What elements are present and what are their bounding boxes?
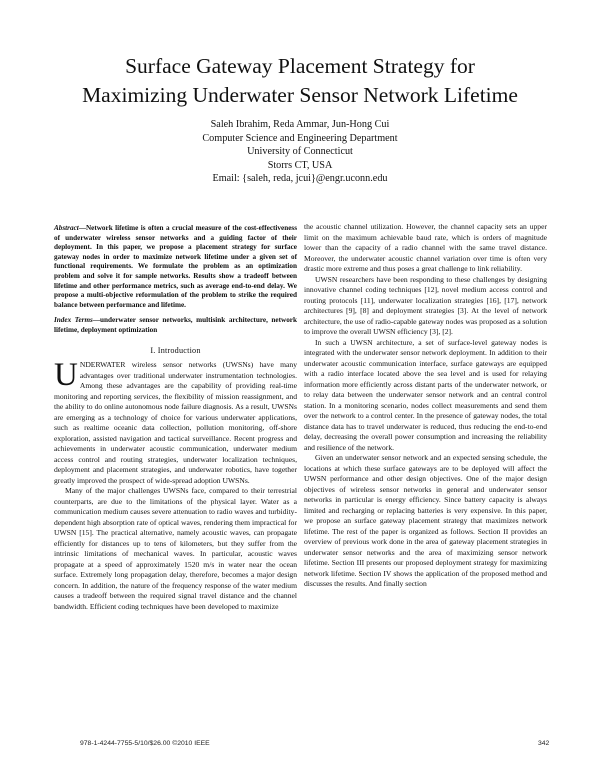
section-heading-introduction: I. Introduction <box>150 345 201 355</box>
footer-isbn: 978-1-4244-7755-5/10/$26.00 ©2010 IEEE <box>80 740 210 747</box>
intro-paragraph-1 <box>54 357 297 486</box>
title-line-2: Maximizing Underwater Sensor Network Lifetime <box>82 83 518 107</box>
right-column <box>304 222 547 590</box>
abstract-lead: Abstract <box>54 224 79 232</box>
intro-paragraph-3: UWSN researchers have been responding to these challenges by designing innovative channel coding techniques [12], novel medium access control and routing protocols [11], underwater localization strategies [16], [17], network architectures [9], [8] and deployment strategies [3]. At the level of network architecture, the use of radio-capable gateway nodes was proposed as a solution to improve the overall UWSN efficiency [3], [2]. <box>304 274 547 336</box>
author-university: University of Connecticut <box>247 146 353 157</box>
author-block <box>0 118 600 186</box>
title-line-1: Surface Gateway Placement Strategy for <box>125 54 475 78</box>
index-terms-lead: Index Terms <box>54 316 93 325</box>
drop-cap: U <box>54 357 78 394</box>
abstract <box>54 224 297 310</box>
author-email: Email: {saleh, reda, jcui}@engr.uconn.edu <box>212 173 388 184</box>
abstract-text: —Network lifetime is often a crucial measure of the cost-effectiveness of underwater wireless sensor networks and a guiding factor of their deployment. In this paper, we propose a placement strategy for surface gateway nodes in order to maximize network lifetime under a given set of functional requirements. We formulate the problem as an optimization problem and solve it for sample networks. Results show a tradeoff between lifetime and other performance metrics, such as average end-to-end delay. We propose a multi-objective reformulation of the problem to strike the required balance between performance and lifetime. <box>54 224 297 309</box>
intro-paragraph-2-continued: the acoustic channel utilization. However, the channel capacity sets an upper limit on the maximum achievable baud rate, which is orders of magnitude lower than the capacity of a radio channel with the same travel distance. Moreover, the underwater acoustic channel variation over time is often very drastic more extreme and thus poses a great challenge to link reliability. <box>304 222 547 273</box>
author-names: Saleh Ibrahim, Reda Ammar, Jun-Hong Cui <box>210 119 390 130</box>
intro-paragraph-4: In such a UWSN architecture, a set of surface-level gateway nodes is integrated with the underwater sensor network deployment. In addition to their underwater acoustic communication interface, surface gateways are equipped with a radio interface located above the sea level and is used for relaying information more efficiently across distant parts of the underwater network, or to relay data between the underwater sensor network and an central control station. In a monitoring scenario, nodes collect measurements and send them over the network to a control center. In the presence of gateway nodes, the total distance data has to travel underwater is reduced, thus reducing the end-to-end delay, decreasing the overall power consumption and increasing the reliability and resilience of the network. <box>304 337 547 452</box>
left-column <box>54 224 297 612</box>
paper-title <box>0 52 600 110</box>
author-department: Computer Science and Engineering Department <box>202 132 398 144</box>
intro-paragraph-5: Given an underwater sensor network and an expected sensing schedule, the locations at which these surface gateways are to be deployed will affect the UWSN performance and other design objectives. One of the major design objectives of wireless sensor networks in general and underwater sensor networks in particular is energy efficiency. Since battery capacity is always limited and recharging or replacing batteries is very expensive. In this paper, we propose an surface gateway placement strategy that maximizes network lifetime. The rest of the paper is organized as follows. Section II provides an overview of previous work done in the area of gateway placement strategies in underwater sensor networks and the area of maximizing sensor network lifetime. Section III presents our proposed deployment strategy for maximizing network lifetime. Section IV shows the application of the proposed method and discusses the results. And finally section <box>304 453 547 588</box>
author-location: Storrs CT, USA <box>267 159 333 171</box>
index-terms <box>54 316 297 335</box>
index-terms-text: —underwater sensor networks, multisink architecture, network lifetime, deployment optimization <box>54 316 297 334</box>
intro-paragraph-1-text: NDERWATER wireless sensor networks (UWSNs) have many advantages over traditional underwater instrumentation technologies. Among these advantages are the capability of providing real-time monitoring and reporting services, the flexibility of mission reassignment, and the ability to do online autonomous node failure diagnosis. As a result, UWSNs are emerging as a technology of choice for various underwater applications, such as realtime oceanic data collection, pollution monitoring, off-shore exploration, assisted navigation and tactical surveillance. Recent progress and achievements in underwater acoustic communication, underwater medium access control and routing strategies, underwater localization techniques, deployment and placement strategies, and underwater robotics, have together greatly improved the prospect of wide-spread adoption UWSNs. <box>54 360 297 485</box>
intro-paragraph-2: Many of the major challenges UWSNs face, compared to their terrestrial counterparts, are due to the limitations of the physical layer. Water as a communication medium causes severe attenuation to radio waves and turbidity-dependent high absorption rate of optical waves, rendering them impractical for UWSN [15]. The practical alternative, namely acoustic waves, can propagate efficiently for distances up to tens of kilometers, but they suffer from the intrinsic limitations of mechanical waves. In particular, acoustic waves propagate at a speed of approximately 1520 m/s in water near the ocean surface. Extremely long propagation delay, therefore, becomes a major design concern. In addition, the nature of the frequency response of the water medium causes a tradeoff between the required signal travel distance and the channel bandwidth. Efficient coding techniques have been developed to maximize <box>54 486 297 611</box>
footer-page-number: 342 <box>538 740 550 747</box>
